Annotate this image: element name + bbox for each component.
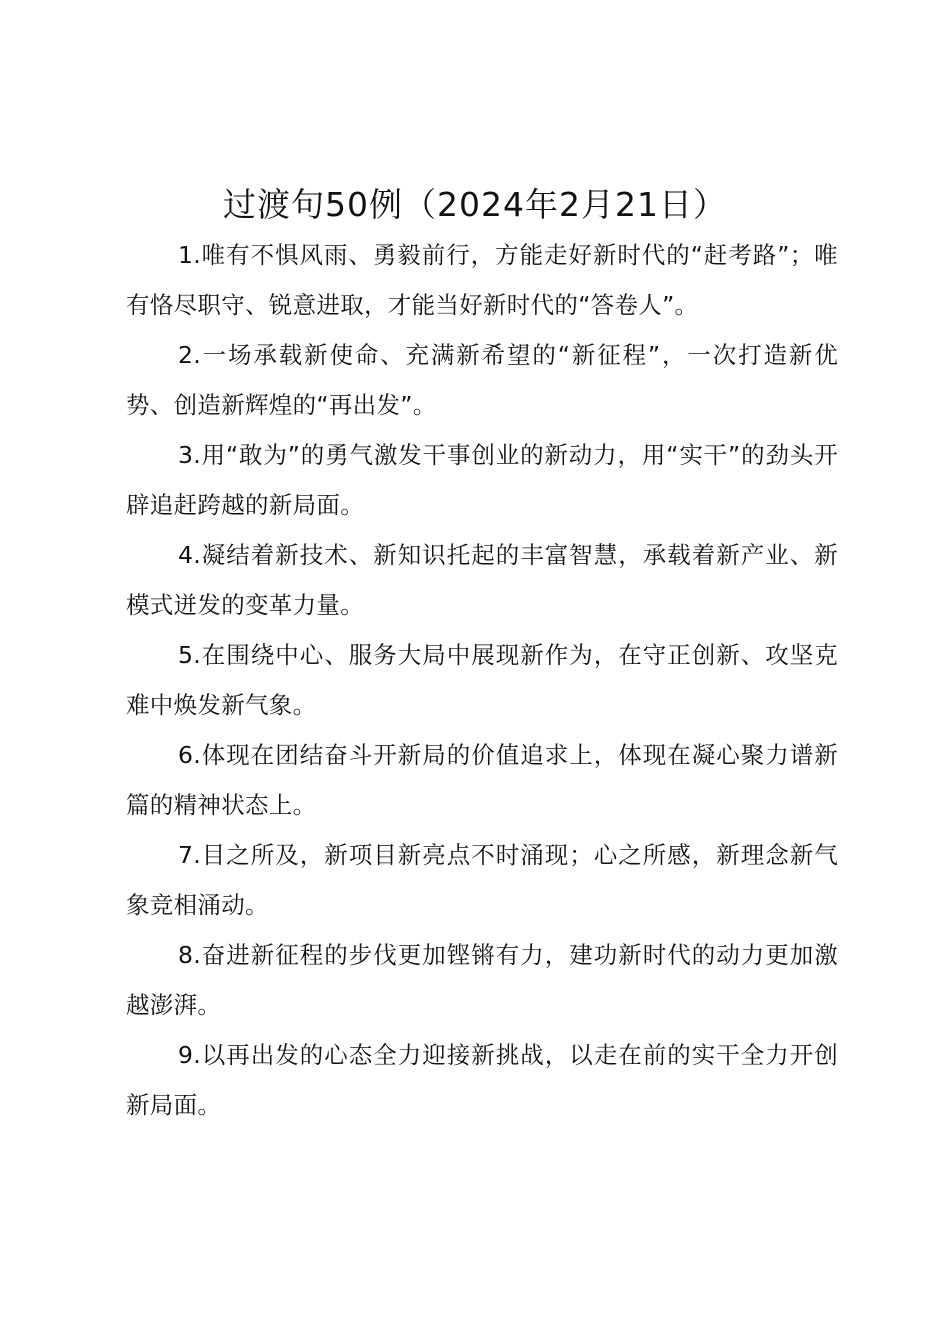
document-title: 过渡句50例（2024年2月21日） [223,185,727,224]
paragraph-9: 9.以再出发的心态全力迎接新挑战，以走在前的实干全力开创新局面。 [126,1041,838,1119]
paragraph-1: 1.唯有不惧风雨、勇毅前行，方能走好新时代的“赶考路”；唯有恪尽职守、锐意进取，才能当好新时代的“答卷人”。 [126,241,838,319]
paragraph-8: 8.奋进新征程的步伐更加铿锵有力，建功新时代的动力更加激越澎湃。 [126,941,838,1019]
document-body [126,230,838,1130]
paragraph-5: 5.在围绕中心、服务大局中展现新作为，在守正创新、攻坚克难中焕发新气象。 [126,641,838,719]
paragraph-3: 3.用“敢为”的勇气激发干事创业的新动力，用“实干”的劲头开辟追赶跨越的新局面。 [126,441,838,519]
paragraph-7: 7.目之所及，新项目新亮点不时涌现；心之所感，新理念新气象竞相涌动。 [126,841,838,919]
paragraph-6: 6.体现在团结奋斗开新局的价值追求上，体现在凝心聚力谱新篇的精神状态上。 [126,741,838,819]
paragraph-2: 2.一场承载新使命、充满新希望的“新征程”，一次打造新优势、创造新辉煌的“再出发”。 [126,341,838,419]
paragraph-4: 4.凝结着新技术、新知识托起的丰富智慧，承载着新产业、新模式迸发的变革力量。 [126,541,838,619]
